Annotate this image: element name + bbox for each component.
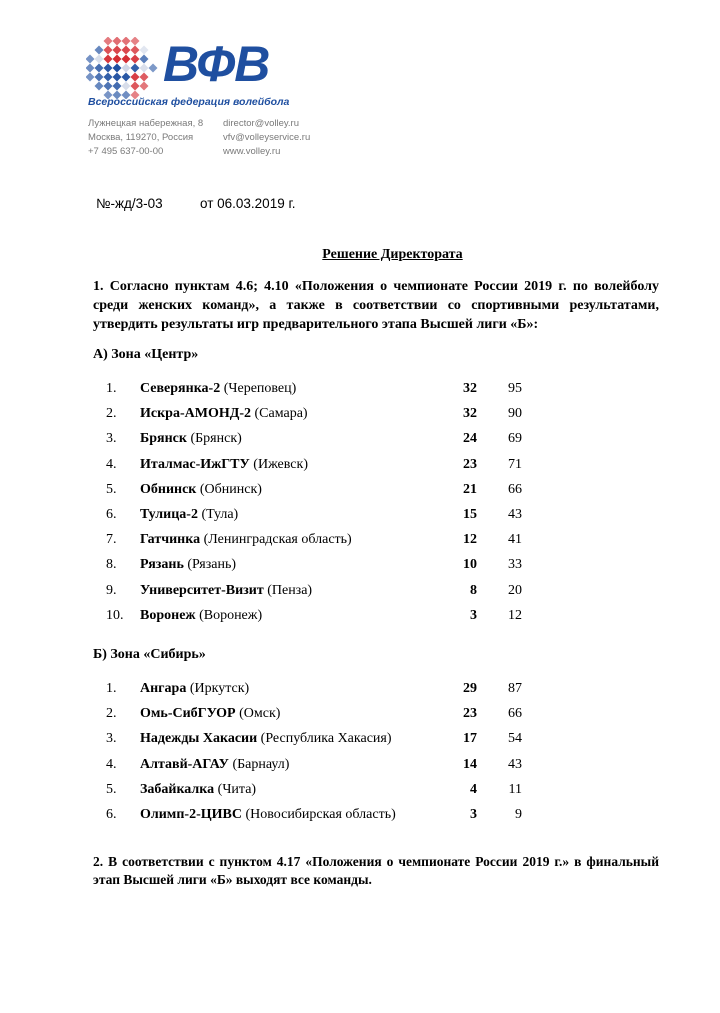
score-value: 43 [508, 507, 522, 522]
contacts-block [223, 117, 310, 159]
paragraph-2-text: . В соответствии с пунктом 4.17 «Положения о чемпионате России 2019 г.» в финальный этап Высшей лиги «Б» выходят все команды. [93, 854, 659, 887]
rank-number: 7. [106, 532, 117, 548]
team-city: (Рязань) [187, 557, 236, 573]
vfv-logo-icon [86, 37, 158, 99]
paragraph-2 [93, 853, 659, 889]
email-link[interactable]: director@volley.ru [223, 118, 299, 129]
points-value: 17 [463, 731, 477, 747]
team-city: (Брянск) [190, 431, 242, 447]
team-name: Тулица-2 [140, 507, 198, 522]
team-cell [140, 532, 352, 548]
team-city: (Обнинск) [199, 481, 262, 497]
team-city: (Иркутск) [189, 681, 250, 696]
team-name: Рязань [140, 557, 184, 573]
team-cell [140, 406, 308, 422]
points-value: 8 [470, 582, 477, 598]
team-city: (Ижевск) [253, 456, 308, 472]
points-value: 23 [463, 706, 477, 722]
team-name: Воронеж [140, 607, 196, 623]
team-cell [140, 457, 308, 473]
team-city: (Череповец) [223, 381, 297, 396]
team-city: (Пенза) [267, 582, 313, 598]
rank-number: 6. [106, 507, 117, 522]
score-value: 90 [508, 406, 522, 422]
points-value: 4 [470, 781, 477, 797]
team-city: (Республика Хакасия) [260, 731, 392, 747]
team-cell [140, 706, 280, 722]
score-value: 41 [508, 532, 522, 548]
team-cell [140, 557, 236, 573]
points-value: 10 [463, 557, 477, 573]
team-name: Надежды Хакасии [140, 731, 258, 747]
zone-center-title: А) Зона «Центр» [93, 347, 199, 362]
brand-subtitle: Всероссийская федерация волейбола [88, 96, 290, 108]
team-city: (Самара) [254, 406, 308, 422]
team-city: (Тула) [201, 507, 239, 522]
website-link[interactable]: www.volley.ru [223, 146, 281, 157]
team-name: Италмас-ИжГТУ [140, 456, 250, 472]
team-cell [140, 431, 242, 447]
points-value: 32 [463, 381, 477, 396]
points-value: 3 [470, 607, 477, 623]
team-city: (Чита) [217, 781, 257, 797]
team-cell [140, 757, 289, 773]
score-value: 12 [508, 607, 522, 623]
points-value: 12 [463, 532, 477, 548]
address-line: Москва, 119270, Россия [88, 132, 194, 143]
score-value: 11 [508, 781, 522, 797]
team-name: Университет-Визит [140, 582, 264, 598]
team-cell [140, 583, 312, 599]
rank-number: 3. [106, 431, 117, 447]
points-value: 24 [463, 431, 477, 447]
rank-number: 5. [106, 781, 117, 797]
team-cell [140, 681, 249, 697]
team-cell [140, 482, 262, 498]
rank-number: 8. [106, 557, 117, 573]
team-cell [140, 782, 256, 798]
points-value: 29 [463, 681, 477, 696]
team-name: Омь-СибГУОР [140, 706, 236, 722]
points-value: 21 [463, 481, 477, 497]
document-number: №-жд/3-03 [96, 196, 163, 211]
score-value: 87 [508, 681, 522, 696]
rank-number: 9. [106, 582, 117, 598]
rank-number: 4. [106, 756, 117, 772]
email-link[interactable]: vfv@volleyservice.ru [223, 132, 311, 143]
team-cell [140, 381, 296, 397]
document-title: Решение Директората [322, 247, 463, 262]
score-value: 54 [508, 731, 522, 747]
team-name: Ангара [140, 681, 187, 696]
address-line: Лужнецкая набережная, 8 [88, 118, 204, 129]
rank-number: 3. [106, 731, 117, 747]
paragraph-1: 1. Согласно пунктам 4.6; 4.10 «Положения о чемпионате России 2019 г. по волейболу среди женских команд», а также в соответствии со спортивными результатами, утвердить результаты игр предварительного этапа Высшей лиги «Б»: [93, 279, 659, 332]
team-cell [140, 507, 238, 523]
rank-number: 2. [106, 406, 117, 422]
score-value: 43 [508, 756, 522, 772]
rank-number: 6. [106, 807, 117, 822]
team-name: Обнинск [140, 481, 197, 497]
points-value: 32 [463, 406, 477, 422]
rank-number: 5. [106, 481, 117, 497]
brand-logo-text: ВФВ [163, 36, 270, 92]
paragraph-2-number: 2 [93, 854, 100, 869]
team-city: (Барнаул) [232, 756, 290, 772]
team-name: Северянка-2 [140, 381, 221, 396]
score-value: 20 [508, 582, 522, 598]
rank-number: 1. [106, 681, 117, 696]
team-city: (Омск) [239, 706, 281, 722]
team-name: Олимп-2-ЦИВС [140, 807, 242, 822]
address-block [88, 117, 203, 159]
score-value: 69 [508, 431, 522, 447]
document-date: от 06.03.2019 г. [200, 196, 296, 211]
rank-number: 2. [106, 706, 117, 722]
score-value: 33 [508, 557, 522, 573]
team-name: Гатчинка [140, 532, 201, 548]
team-name: Искра-АМОНД-2 [140, 406, 252, 422]
score-value: 66 [508, 706, 522, 722]
rank-number: 1. [106, 381, 117, 396]
zone-siberia-title: Б) Зона «Сибирь» [93, 647, 206, 662]
team-name: Забайкалка [140, 781, 215, 797]
score-value: 66 [508, 481, 522, 497]
team-name: Алтавй-АГАУ [140, 756, 229, 772]
team-city: (Новосибирская область) [245, 807, 396, 822]
score-value: 95 [508, 381, 522, 396]
rank-number: 10. [106, 607, 124, 623]
points-value: 15 [463, 507, 477, 522]
team-name: Брянск [140, 431, 187, 447]
score-value: 71 [508, 456, 522, 472]
team-cell [140, 807, 396, 823]
rank-number: 4. [106, 456, 117, 472]
points-value: 14 [463, 756, 477, 772]
phone-number: +7 495 637-00-00 [88, 146, 164, 157]
points-value: 3 [470, 807, 477, 822]
points-value: 23 [463, 456, 477, 472]
team-city: (Ленинградская область) [203, 532, 352, 548]
score-value: 9 [515, 807, 522, 822]
team-city: (Воронеж) [199, 607, 263, 623]
team-cell [140, 608, 262, 624]
team-cell [140, 731, 392, 747]
